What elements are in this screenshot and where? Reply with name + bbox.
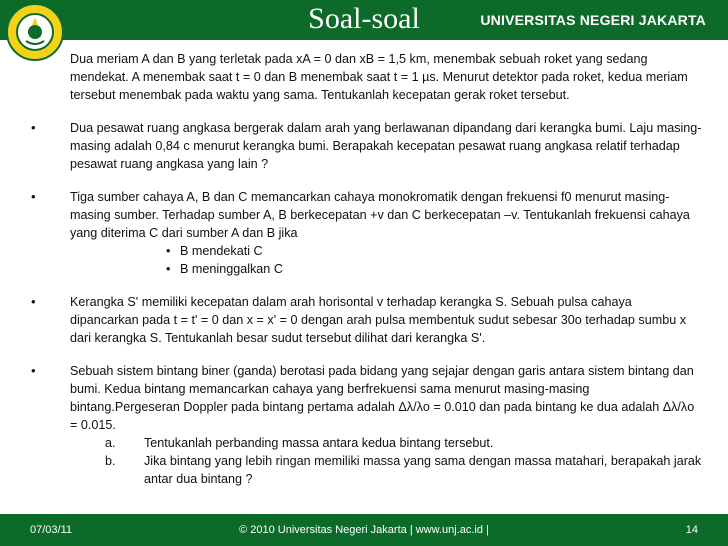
question-3-text: Tiga sumber cahaya A, B dan C memancarkan cahaya monokromatik dengan frekuensi f0 menurut masing-masing sumber. Terhadap sumber A, B berkecepatan +v dan C berkecepatan –v. Tentukanlah frekuensi cahaya yang diterima C dari sumber A dan B jika [70, 190, 690, 240]
university-name-bold: UNIVERSITAS NEGERI [480, 12, 635, 28]
question-2 [22, 119, 702, 173]
sub-text: B meninggalkan C [180, 262, 283, 276]
question-5-sub-a [70, 434, 702, 452]
question-2-text: Dua pesawat ruang angkasa bergerak dalam arah yang berlawanan dipandang dari kerangka bumi. Laju masing-masing adalah 0,84 c menurut kerangka bumi. Berapakah kecepatan pesawat ruang angkasa relatif terhadap pesawat ruang angkasa yang lain ? [70, 121, 702, 171]
sub-label: b. [105, 454, 116, 468]
bullet-2: • [31, 120, 36, 135]
header-bar [0, 0, 728, 40]
question-1-text: Dua meriam A dan B yang terletak pada xA = 0 dan xB = 1,5 km, menembak sebuah roket yang sedang mendekat. A menembak saat t = 0 dan B menembak saat t = 1 µs. Menurut detektor pada roket, kedua meriam tersebut menembak pada waktu yang sama. Tentukanlah kecepatan gerak roket tersebut. [70, 52, 688, 102]
question-4-text: Kerangka S' memiliki kecepatan dalam arah horisontal v terhadap kerangka S. Sebuah pulsa cahaya dipancarkan pada t = t' = 0 dan x = x' = 0 dengan arah pulsa membentuk sudut sebesar 30o terhadap sumbu x dari kerangka S. Tentukanlah besar sudut tersebut dilihat dari kerangka S'. [70, 295, 687, 345]
question-5-text: Sebuah sistem bintang biner (ganda) berotasi pada bidang yang sejajar dengan garis antara sistem bintang dan bumi. Kedua bintang memancarkan cahaya yang berfrekuensi sama menurut masing-masing bintang.Pergeseran Doppler pada bintang pertama adalah Δλ/λo = 0.010 dan pada bintang ke dua adalah Δλ/λo = 0.015. [70, 364, 695, 432]
slide-content [22, 50, 702, 503]
page-number: 14 [685, 524, 698, 536]
bullet-4: • [31, 294, 36, 309]
footer-bar [0, 514, 728, 546]
sub-text: Jika bintang yang lebih ringan memiliki massa yang sama dengan massa matahari, berapakah jarak antar dua bintang ? [144, 454, 702, 486]
question-3 [22, 188, 702, 278]
slide-title: Soal-soal [308, 2, 420, 35]
bullet-3: • [31, 189, 36, 204]
university-name-light: JAKARTA [638, 12, 706, 28]
sub-bullet: • [166, 244, 171, 258]
question-5 [22, 362, 702, 488]
university-name [480, 12, 706, 28]
sub-label: a. [105, 436, 116, 450]
question-1 [22, 50, 702, 104]
footer-date: 07/03/11 [30, 524, 73, 536]
sub-bullet: • [166, 262, 171, 276]
university-logo [6, 3, 64, 61]
logo-emblem-icon [8, 5, 62, 59]
question-3-sub-2 [70, 260, 702, 278]
sub-text: Tentukanlah perbanding massa antara kedua bintang tersebut. [144, 436, 494, 450]
question-4 [22, 293, 702, 347]
sub-text: B mendekati C [180, 244, 263, 258]
question-3-sub-1 [70, 242, 702, 260]
bullet-5: • [31, 363, 36, 378]
question-5-sub-b [70, 452, 702, 488]
footer-copyright: © 2010 Universitas Negeri Jakarta | www.unj.ac.id | [239, 524, 489, 536]
